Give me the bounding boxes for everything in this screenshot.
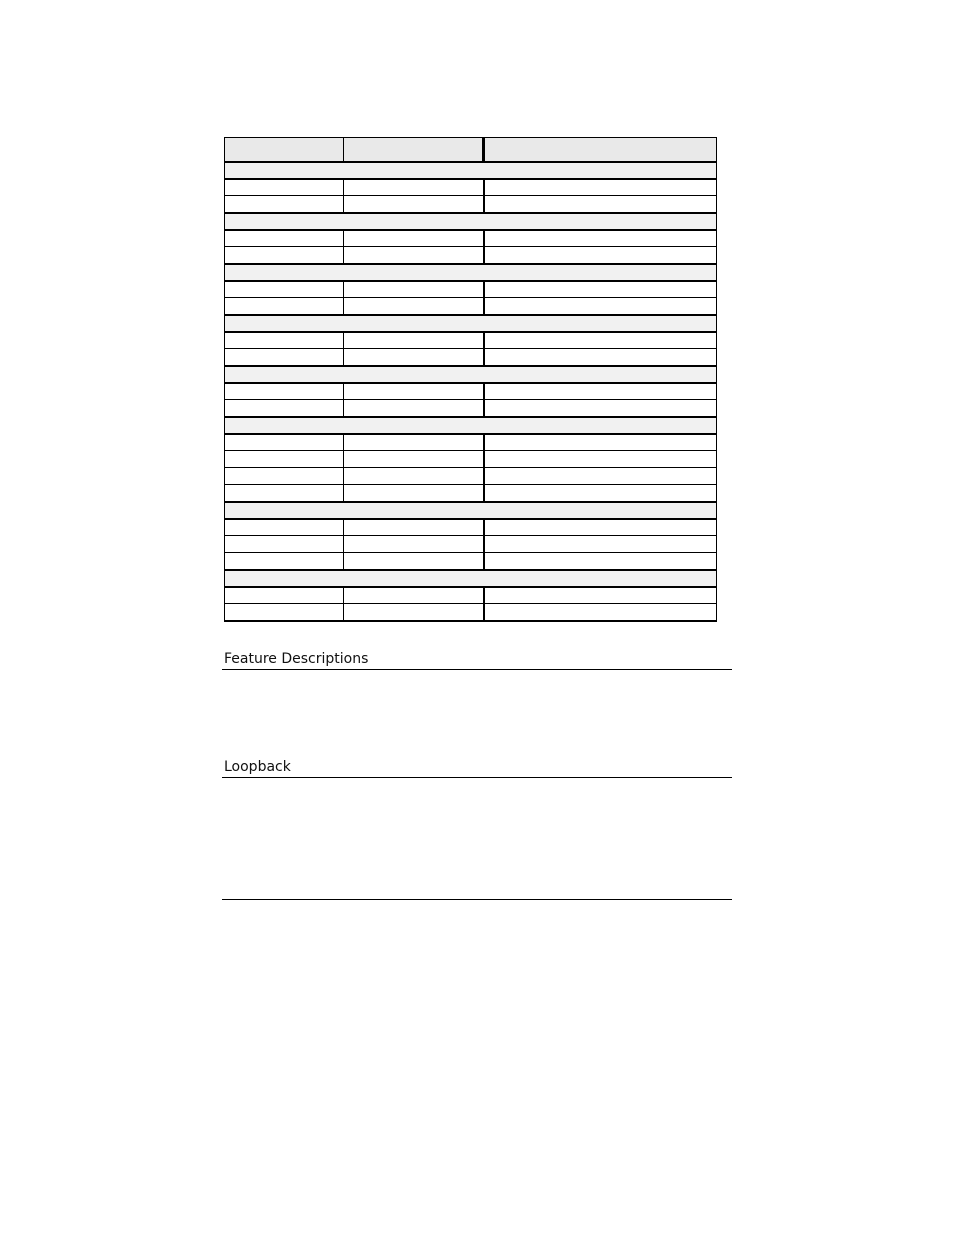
table-row	[225, 196, 717, 213]
table-cell	[225, 298, 344, 315]
table-cell	[344, 604, 484, 621]
table-header-row	[225, 138, 717, 162]
table-body	[225, 162, 717, 621]
table-section-row	[225, 570, 717, 587]
section-label	[225, 315, 717, 332]
table-row	[225, 179, 717, 196]
section-label	[225, 213, 717, 230]
table-section-row	[225, 162, 717, 179]
section-end-rule	[222, 899, 732, 900]
table-cell	[484, 349, 717, 366]
section-label	[225, 162, 717, 179]
table-section-row	[225, 315, 717, 332]
table-cell	[225, 434, 344, 451]
table-row	[225, 604, 717, 621]
feature-table	[224, 137, 717, 622]
loopback-heading: Loopback	[224, 759, 291, 775]
table-cell	[225, 400, 344, 417]
table-cell	[484, 230, 717, 247]
table-cell	[344, 400, 484, 417]
section-label	[225, 502, 717, 519]
table-cell	[225, 451, 344, 468]
table-row	[225, 536, 717, 553]
table-cell	[344, 383, 484, 400]
table-cell	[344, 434, 484, 451]
table-cell	[344, 553, 484, 570]
table-row	[225, 332, 717, 349]
table-cell	[225, 536, 344, 553]
table-cell	[344, 349, 484, 366]
table-cell	[344, 536, 484, 553]
table-cell	[484, 298, 717, 315]
section-label	[225, 264, 717, 281]
table-cell	[344, 468, 484, 485]
table-row	[225, 553, 717, 570]
table-header	[225, 138, 717, 162]
table-cell	[484, 553, 717, 570]
table-cell	[225, 281, 344, 298]
table-row	[225, 281, 717, 298]
header-cell-1	[225, 138, 344, 162]
section-label	[225, 570, 717, 587]
table-cell	[484, 281, 717, 298]
table-cell	[484, 383, 717, 400]
table-section-row	[225, 502, 717, 519]
table-row	[225, 485, 717, 502]
table-cell	[225, 349, 344, 366]
table-row	[225, 451, 717, 468]
table-row	[225, 230, 717, 247]
table-cell	[344, 451, 484, 468]
table-cell	[484, 400, 717, 417]
table-cell	[484, 587, 717, 604]
table-section-row	[225, 417, 717, 434]
table-section-row	[225, 366, 717, 383]
table-row	[225, 383, 717, 400]
table-cell	[484, 485, 717, 502]
table-cell	[344, 332, 484, 349]
loopback-rule	[222, 777, 732, 778]
section-label	[225, 366, 717, 383]
table-cell	[225, 179, 344, 196]
table-cell	[344, 587, 484, 604]
table-cell	[484, 434, 717, 451]
table-cell	[484, 179, 717, 196]
table-cell	[344, 519, 484, 536]
table-cell	[484, 332, 717, 349]
table-section-row	[225, 264, 717, 281]
table-cell	[225, 468, 344, 485]
feature-descriptions-heading: Feature Descriptions	[224, 651, 369, 667]
table-cell	[484, 468, 717, 485]
table-cell	[225, 383, 344, 400]
section-label	[225, 417, 717, 434]
header-cell-2	[344, 138, 484, 162]
table-row	[225, 434, 717, 451]
table-row	[225, 247, 717, 264]
table-cell	[344, 298, 484, 315]
table-cell	[225, 485, 344, 502]
table-cell	[484, 196, 717, 213]
table-row	[225, 587, 717, 604]
table-row	[225, 468, 717, 485]
table-cell	[344, 281, 484, 298]
table-cell	[484, 519, 717, 536]
table-cell	[225, 553, 344, 570]
table-cell	[225, 230, 344, 247]
table-cell	[225, 332, 344, 349]
table-row	[225, 298, 717, 315]
table-cell	[225, 604, 344, 621]
table-cell	[484, 536, 717, 553]
table-cell	[484, 604, 717, 621]
header-cell-3	[484, 138, 717, 162]
feature-descriptions-rule	[222, 669, 732, 670]
table-cell	[484, 451, 717, 468]
table-row	[225, 519, 717, 536]
table-cell	[225, 519, 344, 536]
table-cell	[484, 247, 717, 264]
table-cell	[225, 196, 344, 213]
table-cell	[344, 230, 484, 247]
table-row	[225, 400, 717, 417]
table-cell	[225, 247, 344, 264]
table-cell	[344, 179, 484, 196]
table-cell	[344, 485, 484, 502]
table-cell	[344, 247, 484, 264]
table-cell	[225, 587, 344, 604]
table-row	[225, 349, 717, 366]
table-section-row	[225, 213, 717, 230]
table-cell	[344, 196, 484, 213]
